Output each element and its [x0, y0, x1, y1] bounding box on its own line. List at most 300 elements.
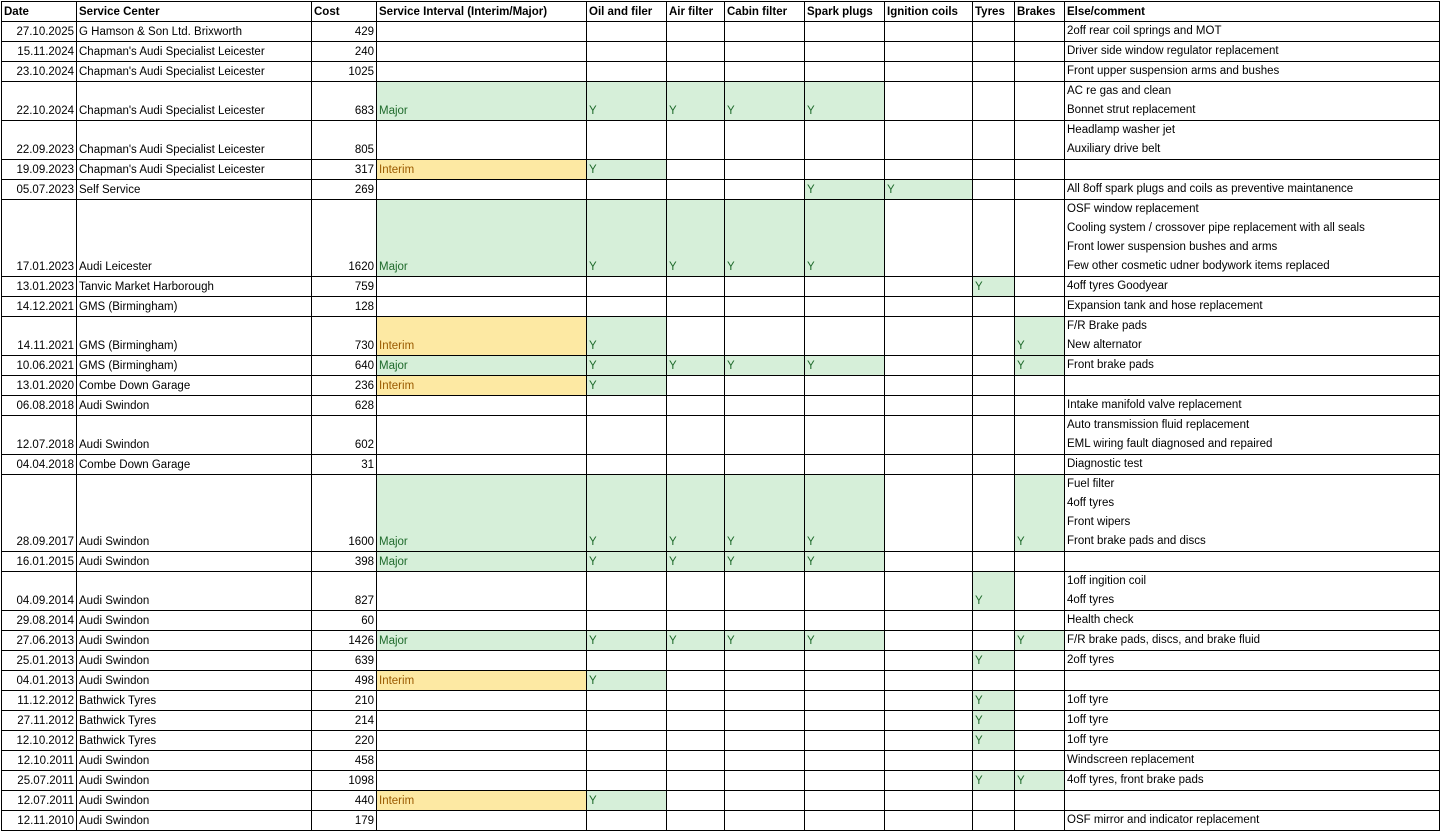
tyres-cell[interactable] — [973, 631, 1015, 651]
cabin-filter-cell[interactable] — [725, 42, 805, 62]
air-filter-cell[interactable] — [667, 416, 725, 455]
service-center-cell[interactable]: Audi Swindon — [77, 811, 312, 831]
ignition-coils-cell[interactable] — [885, 396, 973, 416]
oil-filter-cell[interactable]: Y — [587, 552, 667, 572]
tyres-cell[interactable] — [973, 475, 1015, 552]
air-filter-cell[interactable] — [667, 376, 725, 396]
oil-filter-cell[interactable] — [587, 572, 667, 611]
cabin-filter-cell[interactable]: Y — [725, 356, 805, 376]
tyres-cell[interactable]: Y — [973, 651, 1015, 671]
cost-cell[interactable]: 730 — [312, 317, 377, 356]
comment-cell[interactable] — [1065, 751, 1440, 771]
service-center-cell[interactable]: GMS (Birmingham) — [77, 297, 312, 317]
service-center-cell[interactable]: Combe Down Garage — [77, 455, 312, 475]
spark-plugs-cell[interactable] — [805, 416, 885, 455]
ignition-coils-cell[interactable] — [885, 416, 973, 455]
comment-cell[interactable] — [1065, 277, 1440, 297]
cost-cell[interactable]: 683 — [312, 82, 377, 121]
tyres-cell[interactable]: Y — [973, 771, 1015, 791]
cabin-filter-cell[interactable] — [725, 671, 805, 691]
header-service-interval[interactable]: Service Interval (Interim/Major) — [377, 2, 587, 22]
service-interval-cell[interactable]: Interim — [377, 317, 587, 356]
cost-cell[interactable]: 1098 — [312, 771, 377, 791]
date-cell[interactable]: 14.12.2021 — [2, 297, 77, 317]
spark-plugs-cell[interactable]: Y — [805, 180, 885, 200]
brakes-cell[interactable] — [1015, 416, 1065, 455]
brakes-cell[interactable] — [1015, 691, 1065, 711]
comment-cell[interactable] — [1065, 552, 1440, 572]
comment-cell[interactable] — [1065, 731, 1440, 751]
comment-cell[interactable] — [1065, 811, 1440, 831]
brakes-cell[interactable] — [1015, 42, 1065, 62]
air-filter-cell[interactable] — [667, 277, 725, 297]
tyres-cell[interactable] — [973, 121, 1015, 160]
service-interval-cell[interactable]: Major — [377, 475, 587, 552]
oil-filter-cell[interactable] — [587, 731, 667, 751]
date-cell[interactable]: 25.07.2011 — [2, 771, 77, 791]
air-filter-cell[interactable] — [667, 22, 725, 42]
brakes-cell[interactable] — [1015, 82, 1065, 121]
air-filter-cell[interactable] — [667, 731, 725, 751]
date-cell[interactable]: 17.01.2023 — [2, 200, 77, 277]
spark-plugs-cell[interactable] — [805, 121, 885, 160]
header-brakes[interactable]: Brakes — [1015, 2, 1065, 22]
cost-cell[interactable]: 179 — [312, 811, 377, 831]
service-interval-cell[interactable] — [377, 711, 587, 731]
oil-filter-cell[interactable] — [587, 811, 667, 831]
date-cell[interactable]: 12.10.2012 — [2, 731, 77, 751]
cabin-filter-cell[interactable] — [725, 811, 805, 831]
tyres-cell[interactable] — [973, 297, 1015, 317]
tyres-cell[interactable] — [973, 22, 1015, 42]
spark-plugs-cell[interactable]: Y — [805, 200, 885, 277]
service-center-cell[interactable]: Chapman's Audi Specialist Leicester — [77, 82, 312, 121]
cabin-filter-cell[interactable]: Y — [725, 200, 805, 277]
service-center-cell[interactable]: Audi Swindon — [77, 572, 312, 611]
oil-filter-cell[interactable]: Y — [587, 82, 667, 121]
date-cell[interactable]: 27.06.2013 — [2, 631, 77, 651]
ignition-coils-cell[interactable] — [885, 811, 973, 831]
comment-cell[interactable] — [1065, 711, 1440, 731]
date-cell[interactable]: 04.01.2013 — [2, 671, 77, 691]
ignition-coils-cell[interactable] — [885, 651, 973, 671]
ignition-coils-cell[interactable] — [885, 317, 973, 356]
tyres-cell[interactable] — [973, 455, 1015, 475]
ignition-coils-cell[interactable] — [885, 297, 973, 317]
cost-cell[interactable]: 628 — [312, 396, 377, 416]
spark-plugs-cell[interactable] — [805, 711, 885, 731]
date-cell[interactable]: 27.11.2012 — [2, 711, 77, 731]
tyres-cell[interactable] — [973, 791, 1015, 811]
comment-cell[interactable] — [1065, 200, 1440, 277]
cabin-filter-cell[interactable] — [725, 751, 805, 771]
service-center-cell[interactable]: GMS (Birmingham) — [77, 317, 312, 356]
cabin-filter-cell[interactable]: Y — [725, 631, 805, 651]
air-filter-cell[interactable] — [667, 611, 725, 631]
ignition-coils-cell[interactable] — [885, 711, 973, 731]
service-center-cell[interactable]: Chapman's Audi Specialist Leicester — [77, 121, 312, 160]
ignition-coils-cell[interactable] — [885, 160, 973, 180]
spark-plugs-cell[interactable] — [805, 731, 885, 751]
cost-cell[interactable]: 429 — [312, 22, 377, 42]
date-cell[interactable]: 22.10.2024 — [2, 82, 77, 121]
air-filter-cell[interactable] — [667, 651, 725, 671]
service-center-cell[interactable]: Bathwick Tyres — [77, 691, 312, 711]
ignition-coils-cell[interactable]: Y — [885, 180, 973, 200]
spark-plugs-cell[interactable]: Y — [805, 631, 885, 651]
brakes-cell[interactable] — [1015, 671, 1065, 691]
oil-filter-cell[interactable] — [587, 62, 667, 82]
air-filter-cell[interactable] — [667, 317, 725, 356]
cost-cell[interactable]: 214 — [312, 711, 377, 731]
cabin-filter-cell[interactable] — [725, 572, 805, 611]
spark-plugs-cell[interactable]: Y — [805, 82, 885, 121]
air-filter-cell[interactable]: Y — [667, 356, 725, 376]
brakes-cell[interactable]: Y — [1015, 317, 1065, 356]
cabin-filter-cell[interactable] — [725, 396, 805, 416]
oil-filter-cell[interactable] — [587, 22, 667, 42]
air-filter-cell[interactable]: Y — [667, 552, 725, 572]
cabin-filter-cell[interactable] — [725, 455, 805, 475]
date-cell[interactable]: 15.11.2024 — [2, 42, 77, 62]
brakes-cell[interactable]: Y — [1015, 356, 1065, 376]
spark-plugs-cell[interactable] — [805, 160, 885, 180]
brakes-cell[interactable] — [1015, 711, 1065, 731]
spark-plugs-cell[interactable] — [805, 791, 885, 811]
comment-cell[interactable] — [1065, 691, 1440, 711]
ignition-coils-cell[interactable] — [885, 200, 973, 277]
header-cabin-filter[interactable]: Cabin filter — [725, 2, 805, 22]
brakes-cell[interactable] — [1015, 121, 1065, 160]
service-interval-cell[interactable] — [377, 691, 587, 711]
ignition-coils-cell[interactable] — [885, 475, 973, 552]
service-interval-cell[interactable]: Major — [377, 200, 587, 277]
comment-cell[interactable] — [1065, 356, 1440, 376]
oil-filter-cell[interactable] — [587, 711, 667, 731]
cabin-filter-cell[interactable] — [725, 62, 805, 82]
comment-cell[interactable] — [1065, 631, 1440, 651]
cost-cell[interactable]: 240 — [312, 42, 377, 62]
brakes-cell[interactable] — [1015, 297, 1065, 317]
header-comment[interactable]: Else/comment — [1065, 2, 1440, 22]
oil-filter-cell[interactable] — [587, 455, 667, 475]
service-center-cell[interactable]: Audi Swindon — [77, 751, 312, 771]
comment-cell[interactable] — [1065, 22, 1440, 42]
date-cell[interactable]: 19.09.2023 — [2, 160, 77, 180]
brakes-cell[interactable] — [1015, 455, 1065, 475]
cost-cell[interactable]: 210 — [312, 691, 377, 711]
tyres-cell[interactable]: Y — [973, 277, 1015, 297]
cabin-filter-cell[interactable] — [725, 791, 805, 811]
comment-cell[interactable] — [1065, 572, 1440, 611]
comment-cell[interactable] — [1065, 396, 1440, 416]
header-oil-and-filter[interactable]: Oil and filer — [587, 2, 667, 22]
cost-cell[interactable]: 220 — [312, 731, 377, 751]
brakes-cell[interactable] — [1015, 396, 1065, 416]
tyres-cell[interactable] — [973, 356, 1015, 376]
oil-filter-cell[interactable] — [587, 42, 667, 62]
cost-cell[interactable]: 1426 — [312, 631, 377, 651]
tyres-cell[interactable] — [973, 416, 1015, 455]
ignition-coils-cell[interactable] — [885, 552, 973, 572]
cabin-filter-cell[interactable] — [725, 160, 805, 180]
tyres-cell[interactable] — [973, 62, 1015, 82]
service-center-cell[interactable]: Audi Swindon — [77, 791, 312, 811]
air-filter-cell[interactable] — [667, 671, 725, 691]
date-cell[interactable]: 28.09.2017 — [2, 475, 77, 552]
spark-plugs-cell[interactable]: Y — [805, 475, 885, 552]
comment-cell[interactable] — [1065, 791, 1440, 811]
tyres-cell[interactable] — [973, 317, 1015, 356]
comment-cell[interactable] — [1065, 771, 1440, 791]
service-interval-cell[interactable] — [377, 611, 587, 631]
brakes-cell[interactable] — [1015, 200, 1065, 277]
date-cell[interactable]: 11.12.2012 — [2, 691, 77, 711]
service-interval-cell[interactable]: Major — [377, 82, 587, 121]
service-center-cell[interactable]: Self Service — [77, 180, 312, 200]
date-cell[interactable]: 10.06.2021 — [2, 356, 77, 376]
tyres-cell[interactable] — [973, 751, 1015, 771]
spark-plugs-cell[interactable]: Y — [805, 552, 885, 572]
air-filter-cell[interactable] — [667, 455, 725, 475]
air-filter-cell[interactable]: Y — [667, 631, 725, 651]
ignition-coils-cell[interactable] — [885, 671, 973, 691]
oil-filter-cell[interactable] — [587, 751, 667, 771]
air-filter-cell[interactable] — [667, 180, 725, 200]
ignition-coils-cell[interactable] — [885, 611, 973, 631]
service-center-cell[interactable]: Audi Swindon — [77, 771, 312, 791]
comment-cell[interactable] — [1065, 42, 1440, 62]
service-interval-cell[interactable] — [377, 751, 587, 771]
service-center-cell[interactable]: GMS (Birmingham) — [77, 356, 312, 376]
comment-cell[interactable] — [1065, 671, 1440, 691]
brakes-cell[interactable]: Y — [1015, 771, 1065, 791]
spark-plugs-cell[interactable] — [805, 572, 885, 611]
oil-filter-cell[interactable] — [587, 297, 667, 317]
date-cell[interactable]: 05.07.2023 — [2, 180, 77, 200]
cost-cell[interactable]: 317 — [312, 160, 377, 180]
ignition-coils-cell[interactable] — [885, 572, 973, 611]
date-cell[interactable]: 27.10.2025 — [2, 22, 77, 42]
ignition-coils-cell[interactable] — [885, 277, 973, 297]
header-date[interactable]: Date — [2, 2, 77, 22]
air-filter-cell[interactable]: Y — [667, 475, 725, 552]
service-interval-cell[interactable] — [377, 731, 587, 751]
cost-cell[interactable]: 805 — [312, 121, 377, 160]
brakes-cell[interactable] — [1015, 751, 1065, 771]
ignition-coils-cell[interactable] — [885, 22, 973, 42]
service-interval-cell[interactable] — [377, 180, 587, 200]
oil-filter-cell[interactable] — [587, 611, 667, 631]
cost-cell[interactable]: 31 — [312, 455, 377, 475]
service-center-cell[interactable]: Audi Leicester — [77, 200, 312, 277]
date-cell[interactable]: 13.01.2020 — [2, 376, 77, 396]
spark-plugs-cell[interactable] — [805, 455, 885, 475]
spark-plugs-cell[interactable] — [805, 651, 885, 671]
spark-plugs-cell[interactable] — [805, 811, 885, 831]
oil-filter-cell[interactable]: Y — [587, 376, 667, 396]
service-interval-cell[interactable]: Major — [377, 552, 587, 572]
ignition-coils-cell[interactable] — [885, 771, 973, 791]
service-interval-cell[interactable]: Interim — [377, 671, 587, 691]
air-filter-cell[interactable] — [667, 42, 725, 62]
date-cell[interactable]: 16.01.2015 — [2, 552, 77, 572]
brakes-cell[interactable] — [1015, 552, 1065, 572]
ignition-coils-cell[interactable] — [885, 82, 973, 121]
air-filter-cell[interactable] — [667, 396, 725, 416]
ignition-coils-cell[interactable] — [885, 62, 973, 82]
ignition-coils-cell[interactable] — [885, 791, 973, 811]
cabin-filter-cell[interactable] — [725, 376, 805, 396]
service-interval-cell[interactable] — [377, 651, 587, 671]
ignition-coils-cell[interactable] — [885, 376, 973, 396]
service-interval-cell[interactable] — [377, 22, 587, 42]
header-cost[interactable]: Cost — [312, 2, 377, 22]
service-interval-cell[interactable]: Major — [377, 356, 587, 376]
header-spark-plugs[interactable]: Spark plugs — [805, 2, 885, 22]
cabin-filter-cell[interactable] — [725, 121, 805, 160]
comment-cell[interactable] — [1065, 651, 1440, 671]
service-center-cell[interactable]: Bathwick Tyres — [77, 731, 312, 751]
service-center-cell[interactable]: Audi Swindon — [77, 671, 312, 691]
header-tyres[interactable]: Tyres — [973, 2, 1015, 22]
oil-filter-cell[interactable] — [587, 396, 667, 416]
tyres-cell[interactable] — [973, 180, 1015, 200]
ignition-coils-cell[interactable] — [885, 691, 973, 711]
date-cell[interactable]: 25.01.2013 — [2, 651, 77, 671]
cabin-filter-cell[interactable] — [725, 611, 805, 631]
tyres-cell[interactable] — [973, 160, 1015, 180]
oil-filter-cell[interactable]: Y — [587, 356, 667, 376]
brakes-cell[interactable] — [1015, 611, 1065, 631]
tyres-cell[interactable] — [973, 396, 1015, 416]
ignition-coils-cell[interactable] — [885, 751, 973, 771]
tyres-cell[interactable]: Y — [973, 731, 1015, 751]
header-air-filter[interactable]: Air filter — [667, 2, 725, 22]
comment-cell[interactable] — [1065, 317, 1440, 356]
oil-filter-cell[interactable]: Y — [587, 160, 667, 180]
brakes-cell[interactable] — [1015, 791, 1065, 811]
cost-cell[interactable]: 639 — [312, 651, 377, 671]
ignition-coils-cell[interactable] — [885, 356, 973, 376]
tyres-cell[interactable] — [973, 811, 1015, 831]
comment-cell[interactable] — [1065, 416, 1440, 455]
service-interval-cell[interactable] — [377, 297, 587, 317]
tyres-cell[interactable]: Y — [973, 711, 1015, 731]
ignition-coils-cell[interactable] — [885, 731, 973, 751]
air-filter-cell[interactable]: Y — [667, 200, 725, 277]
cabin-filter-cell[interactable] — [725, 277, 805, 297]
cost-cell[interactable]: 498 — [312, 671, 377, 691]
comment-cell[interactable] — [1065, 611, 1440, 631]
date-cell[interactable]: 13.01.2023 — [2, 277, 77, 297]
service-interval-cell[interactable] — [377, 277, 587, 297]
brakes-cell[interactable]: Y — [1015, 631, 1065, 651]
service-center-cell[interactable]: G Hamson & Son Ltd. Brixworth — [77, 22, 312, 42]
tyres-cell[interactable] — [973, 671, 1015, 691]
spark-plugs-cell[interactable] — [805, 22, 885, 42]
date-cell[interactable]: 12.10.2011 — [2, 751, 77, 771]
cost-cell[interactable]: 602 — [312, 416, 377, 455]
service-center-cell[interactable]: Audi Swindon — [77, 475, 312, 552]
date-cell[interactable]: 12.07.2011 — [2, 791, 77, 811]
service-interval-cell[interactable] — [377, 455, 587, 475]
air-filter-cell[interactable] — [667, 791, 725, 811]
comment-cell[interactable] — [1065, 82, 1440, 121]
header-service-center[interactable]: Service Center — [77, 2, 312, 22]
oil-filter-cell[interactable] — [587, 416, 667, 455]
spark-plugs-cell[interactable] — [805, 611, 885, 631]
comment-cell[interactable] — [1065, 455, 1440, 475]
comment-cell[interactable] — [1065, 160, 1440, 180]
service-center-cell[interactable]: Combe Down Garage — [77, 376, 312, 396]
oil-filter-cell[interactable]: Y — [587, 671, 667, 691]
service-interval-cell[interactable] — [377, 62, 587, 82]
cost-cell[interactable]: 398 — [312, 552, 377, 572]
service-interval-cell[interactable] — [377, 396, 587, 416]
oil-filter-cell[interactable]: Y — [587, 791, 667, 811]
spark-plugs-cell[interactable] — [805, 671, 885, 691]
cost-cell[interactable]: 60 — [312, 611, 377, 631]
cabin-filter-cell[interactable] — [725, 297, 805, 317]
comment-cell[interactable] — [1065, 475, 1440, 552]
air-filter-cell[interactable] — [667, 771, 725, 791]
tyres-cell[interactable]: Y — [973, 572, 1015, 611]
comment-cell[interactable] — [1065, 376, 1440, 396]
oil-filter-cell[interactable]: Y — [587, 200, 667, 277]
air-filter-cell[interactable] — [667, 711, 725, 731]
spark-plugs-cell[interactable] — [805, 771, 885, 791]
tyres-cell[interactable] — [973, 200, 1015, 277]
spark-plugs-cell[interactable] — [805, 376, 885, 396]
air-filter-cell[interactable] — [667, 751, 725, 771]
cost-cell[interactable]: 759 — [312, 277, 377, 297]
spark-plugs-cell[interactable] — [805, 751, 885, 771]
cost-cell[interactable]: 458 — [312, 751, 377, 771]
cost-cell[interactable]: 440 — [312, 791, 377, 811]
cabin-filter-cell[interactable] — [725, 317, 805, 356]
tyres-cell[interactable] — [973, 376, 1015, 396]
air-filter-cell[interactable] — [667, 160, 725, 180]
service-center-cell[interactable]: Chapman's Audi Specialist Leicester — [77, 160, 312, 180]
brakes-cell[interactable]: Y — [1015, 475, 1065, 552]
oil-filter-cell[interactable]: Y — [587, 475, 667, 552]
date-cell[interactable]: 12.11.2010 — [2, 811, 77, 831]
service-center-cell[interactable]: Audi Swindon — [77, 552, 312, 572]
cost-cell[interactable]: 827 — [312, 572, 377, 611]
brakes-cell[interactable] — [1015, 731, 1065, 751]
cost-cell[interactable]: 236 — [312, 376, 377, 396]
ignition-coils-cell[interactable] — [885, 42, 973, 62]
air-filter-cell[interactable] — [667, 811, 725, 831]
brakes-cell[interactable] — [1015, 22, 1065, 42]
service-center-cell[interactable]: Audi Swindon — [77, 611, 312, 631]
cabin-filter-cell[interactable] — [725, 731, 805, 751]
cost-cell[interactable]: 128 — [312, 297, 377, 317]
spark-plugs-cell[interactable] — [805, 396, 885, 416]
cost-cell[interactable]: 1620 — [312, 200, 377, 277]
service-center-cell[interactable]: Audi Swindon — [77, 651, 312, 671]
service-center-cell[interactable]: Audi Swindon — [77, 416, 312, 455]
service-interval-cell[interactable]: Major — [377, 631, 587, 651]
air-filter-cell[interactable] — [667, 691, 725, 711]
service-interval-cell[interactable]: Interim — [377, 791, 587, 811]
date-cell[interactable]: 04.09.2014 — [2, 572, 77, 611]
air-filter-cell[interactable] — [667, 297, 725, 317]
air-filter-cell[interactable] — [667, 572, 725, 611]
comment-cell[interactable] — [1065, 121, 1440, 160]
spark-plugs-cell[interactable] — [805, 691, 885, 711]
